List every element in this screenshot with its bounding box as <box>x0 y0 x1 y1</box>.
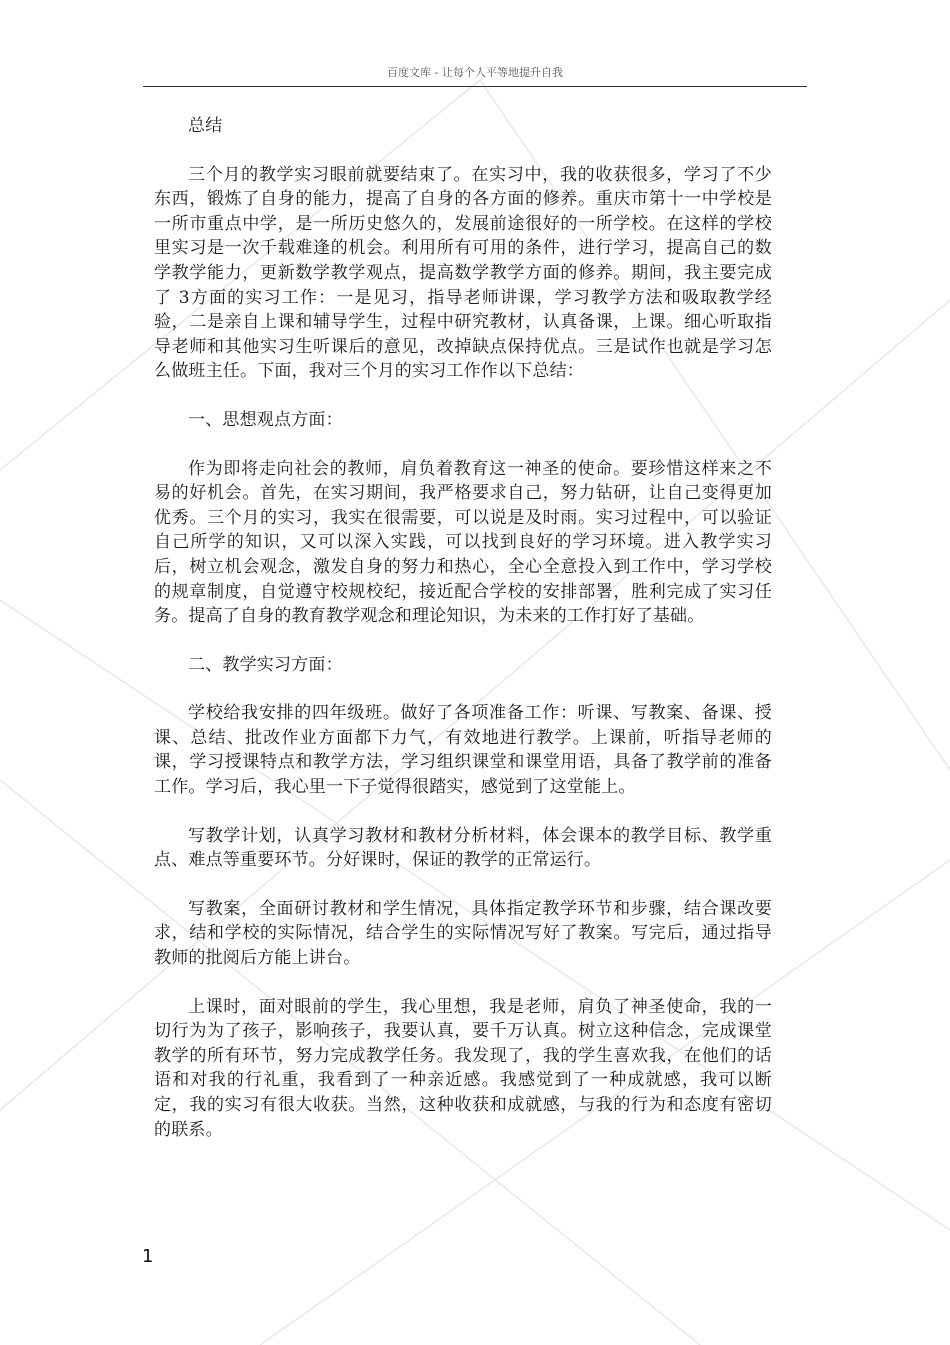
teaching-paragraph-4: 上课时，面对眼前的学生，我心里想，我是老师，肩负了神圣使命，我的一切行为为了孩子，影响孩子，我要认真，要千万认真。树立这种信念，完成课堂教学的所有环节，努力完成教学任务。我发现了，我的学生喜欢我，在他们的话语和对我的行礼重，我看到了一种亲近感。我感觉到了一种成就感，我可以断定，我的实习有很大收获。当然，这种收获和成就感，与我的行为和态度有密切的联系。 <box>154 996 772 1140</box>
section-heading-teaching: 二、教学实习方面： <box>188 654 343 675</box>
document-title: 总结 <box>188 116 223 136</box>
section-thought-paragraph: 作为即将走向社会的教师，肩负着教育这一神圣的使命。要珍惜这样来之不易的好机会。首先，在实习期间，我严格要求自己，努力钻研，让自己变得更加优秀。三个月的实习，我实在很需要，可以说是及时雨。实习过程中，可以验证自己所学的知识，又可以深入实践，可以找到良好的学习环境。进入教学实习后，树立机会观念，激发自身的努力和热心，全心全意投入到工作中，学习学校的规章制度，自觉遵守校规校纪，接近配合学校的安排部署，胜利完成了实习任务。提高了自身的教育教学观念和理论知识，为未来的工作打好了基础。 <box>154 458 772 627</box>
section-heading-thought: 一、思想观点方面： <box>188 409 343 430</box>
teaching-paragraph-2: 写教学计划，认真学习教材和教材分析材料，体会课本的教学目标、教学重点、难点等重要环节。分好课时，保证的教学的正常运行。 <box>154 825 772 871</box>
page-header: 百度文库 - 让每个人平等地提升自我 <box>143 62 807 87</box>
teaching-paragraph-3: 写教案，全面研讨教材和学生情况，具体指定教学环节和步骤，结合课改要求，结和学校的实际情况，结合学生的实际情况写好了教案。写完后，通过指导教师的批阅后方能上讲台。 <box>154 898 772 969</box>
page-number: 1 <box>142 1246 154 1267</box>
intro-paragraph: 三个月的教学实习眼前就要结束了。在实习中，我的收获很多，学习了不少东西，锻炼了自身的能力，提高了自身的各方面的修养。重庆市第十一中学校是一所市重点中学，是一所历史悠久的，发展前途很好的一所学校。在这样的学校里实习是一次千载难逢的机会。利用所有可用的条件，进行学习，提高自己的数学教学能力，更新数学教学观点，提高数学教学方面的修养。期间，我主要完成了 3方面的实习工作：一是见习，指导老师讲课，学习教学方法和吸取教学经验，二是亲自上课和辅导学生，过程中研究教材，认真备课，上课。细心听取指导老师和其他实习生听课后的意见，改掉缺点保持优点。三是试作也就是学习怎么做班主任。下面，我对三个月的实习工作作以下总结： <box>154 164 772 382</box>
teaching-paragraph-1: 学校给我安排的四年级班。做好了各项准备工作：听课、写教案、备课、授课、总结、批改作业方面都下力气，有效地进行教学。上课前，听指导老师的课，学习授课特点和教学方法，学习组织课堂和课堂用语，具备了教学前的准备工作。学习后，我心里一下子觉得很踏实，感觉到了这堂能上。 <box>154 703 772 798</box>
document-body <box>154 114 772 1166</box>
